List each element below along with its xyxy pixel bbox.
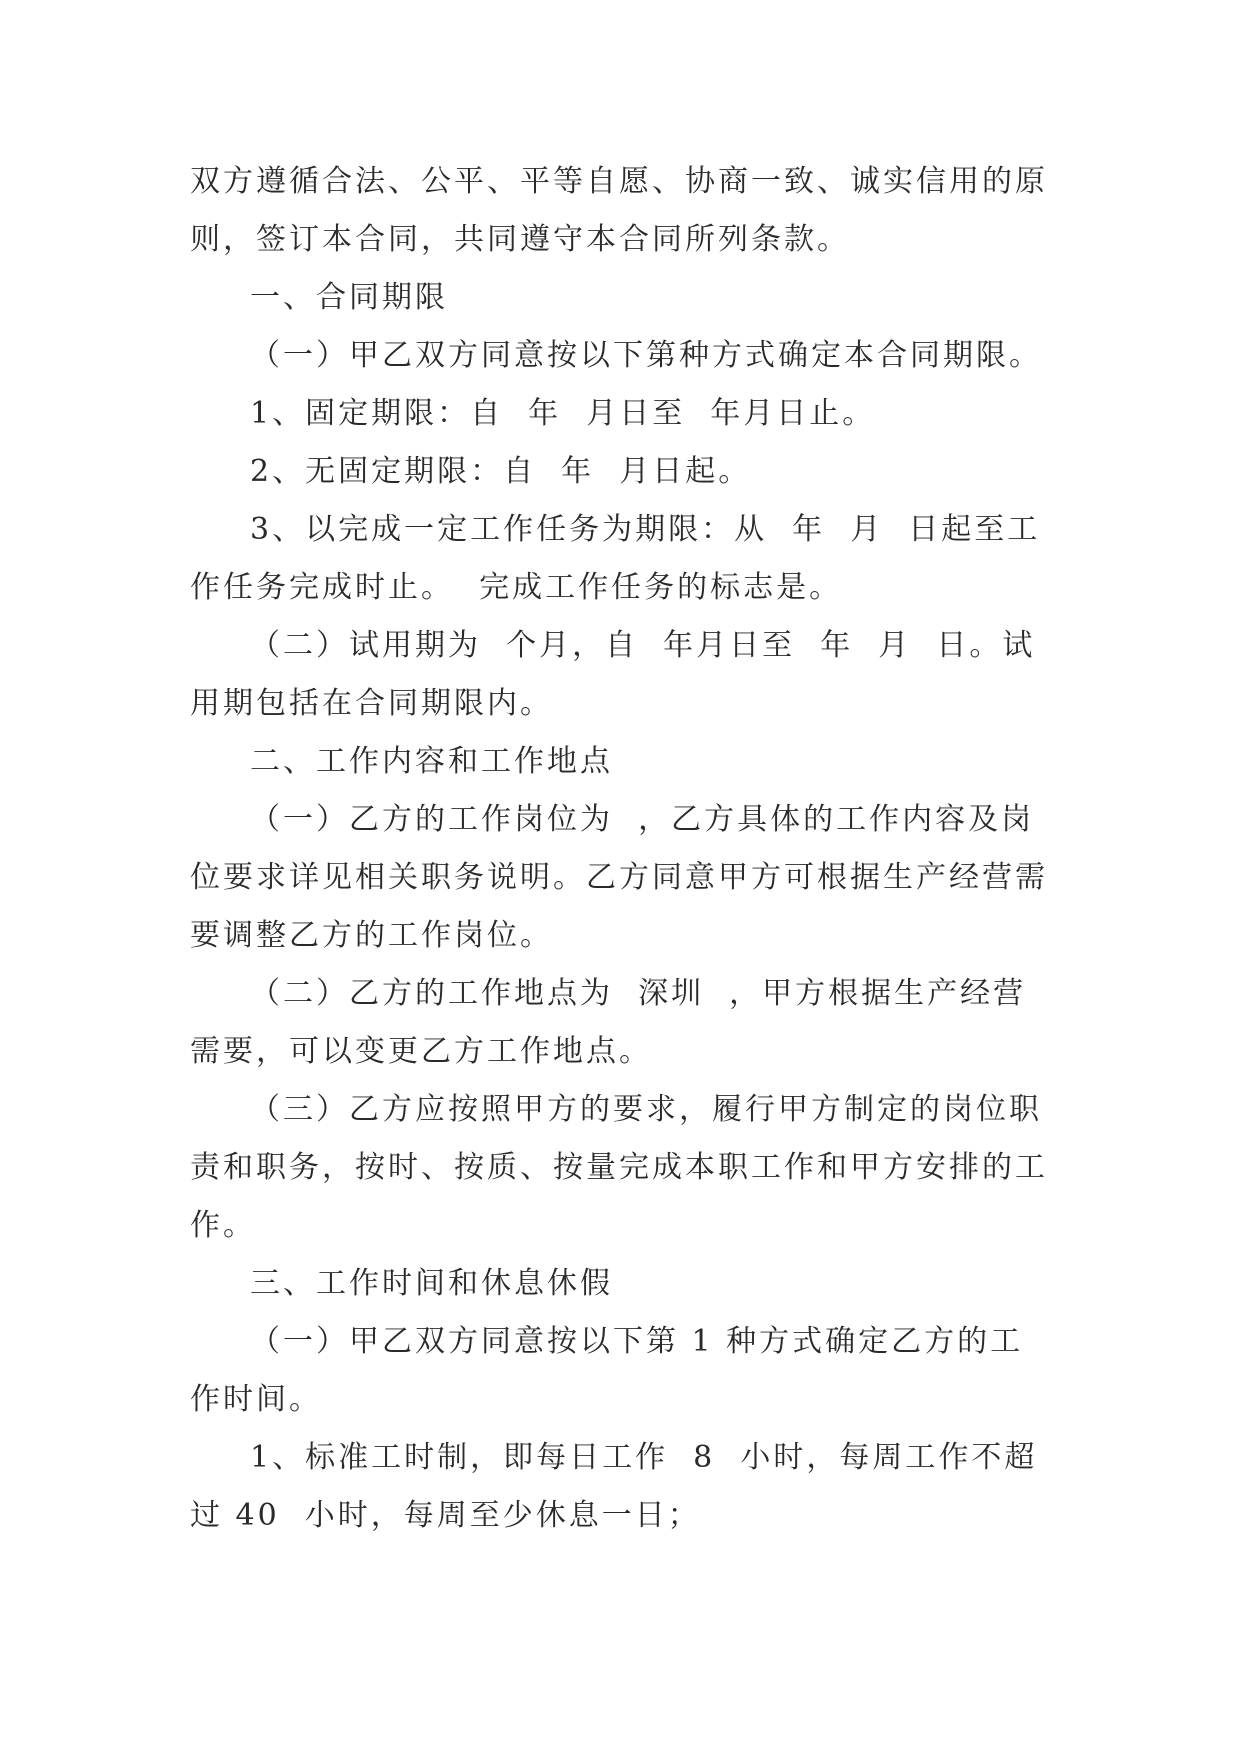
paragraph-fixed-term: 1、固定期限：自 年 月日至 年月日止。: [250, 396, 876, 431]
section-heading-contract-term: 一、合同期限: [250, 280, 448, 315]
paragraph-hours-method: （一）甲乙双方同意按以下第 1 种方式确定乙方的工作时间。: [190, 1324, 1024, 1417]
paragraph-preamble: 双方遵循合法、公平、平等自愿、协商一致、诚实信用的原则，签订本合同，共同遵守本合同所列条款。: [190, 164, 1048, 257]
section-heading-working-hours: 三、工作时间和休息休假: [250, 1266, 613, 1301]
paragraph-open-term: 2、无固定期限：自 年 月日起。: [250, 454, 752, 489]
paragraph-term-method: （一）甲乙双方同意按以下第种方式确定本合同期限。: [250, 338, 1042, 373]
paragraph-probation: （二）试用期为 个月，自 年月日至 年 月 日。试用期包括在合同期限内。: [190, 628, 1036, 721]
paragraph-work-location: （二）乙方的工作地点为 深圳 ，甲方根据生产经营需要，可以变更乙方工作地点。: [190, 976, 1027, 1069]
section-heading-work-content: 二、工作内容和工作地点: [250, 744, 613, 779]
paragraph-standard-hours: 1、标准工时制，即每日工作 8 小时，每周工作不超过 40 小时，每周至少休息一日；: [190, 1440, 1038, 1533]
paragraph-task-term: 3、以完成一定工作任务为期限：从 年 月 日起至工作任务完成时止。 完成工作任务的标志是。: [190, 512, 1041, 605]
document-body: [190, 153, 1050, 1545]
paragraph-job-position: （一）乙方的工作岗位为 ，乙方具体的工作内容及岗位要求详见相关职务说明。乙方同意甲方可根据生产经营需要调整乙方的工作岗位。: [190, 802, 1048, 953]
paragraph-duties: （三）乙方应按照甲方的要求，履行甲方制定的岗位职责和职务，按时、按质、按量完成本职工作和甲方安排的工作。: [190, 1092, 1048, 1243]
